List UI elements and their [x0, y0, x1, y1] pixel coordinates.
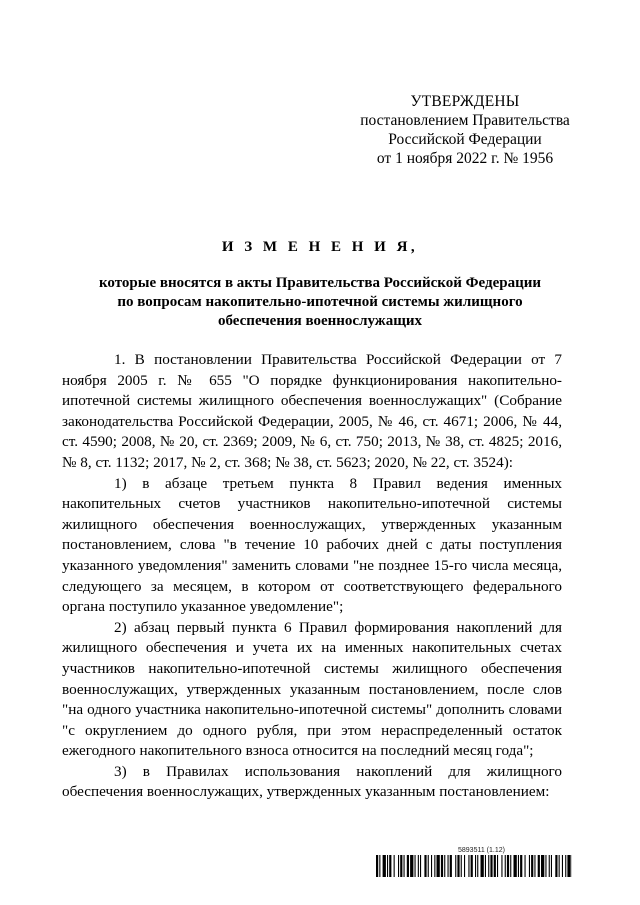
paragraph-1-item-2: 2) абзац первый пункта 6 Правил формирования накоплений для жилищного обеспечения и учета их на именных накопительных счетах участников накопительно-ипотечной системы жилищного обеспечения военнослужащих, утвержденных указанным постановлением, после слов "на одного участника накопительно-ипотечной системы" дополнить словами "с округлением до одного рубля, при этом нераспределенный остаток ежегодного накопительного взноса относится на последний месяц года"; [62, 618, 562, 760]
approval-line-date: от 1 ноября 2022 г. № 1956 [376, 150, 554, 167]
document-code: 5893511 (1.12) [458, 847, 505, 854]
paragraph-1: 1. В постановлении Правительства Российской Федерации от 7 ноября 2005 г. № 655 "О порядке функционирования накопительно-ипотечной системы жилищного обеспечения военнослужащих" (Собрание законодательства Российской Федерации, 2005, № 46, ст. 4671; 2006, № 44, ст. 4590; 2008, № 20, ст. 2369; 2009, № 6, ст. 750; 2013, № 38, ст. 4825; 2016, № 8, ст. 1132; 2017, № 2, ст. 368; № 38, ст. 5623; 2020, № 22, ст. 3524): [62, 351, 562, 471]
document-subtitle-line-3: обеспечения военнослужащих [218, 313, 422, 329]
barcode-icon [376, 855, 572, 877]
approval-title: УТВЕРЖДЕНЫ [410, 93, 520, 110]
approval-line-federation: Российской Федерации [388, 131, 542, 148]
document-subtitle-line-2: по вопросам накопительно-ипотечной системы жилищного [117, 294, 523, 310]
approval-stamp [340, 92, 590, 168]
paragraph-1-item-3: 3) в Правилах использования накоплений для жилищного обеспечения военнослужащих, утвержденных указанным постановлением: [62, 762, 562, 801]
document-subtitle-line-1: которые вносятся в акты Правительства Российской Федерации [98, 275, 542, 291]
paragraph-1-item-1: 1) в абзаце третьем пункта 8 Правил ведения именных накопительных счетов участников накопительно-ипотечной системы жилищного обеспечения военнослужащих, утвержденных указанным постановлением, слова "в течение 10 рабочих дней с даты поступления указанного уведомления" заменить словами "не позднее 15-го числа месяца, следующего за месяцем, в котором от соответствующего федерального органа поступило указанное уведомление"; [62, 474, 562, 616]
document-heading [60, 238, 580, 331]
document-title: И З М Е Н Е Н И Я, [221, 239, 419, 255]
approval-line-resolution: постановлением Правительства [360, 112, 570, 129]
document-body [62, 350, 562, 803]
